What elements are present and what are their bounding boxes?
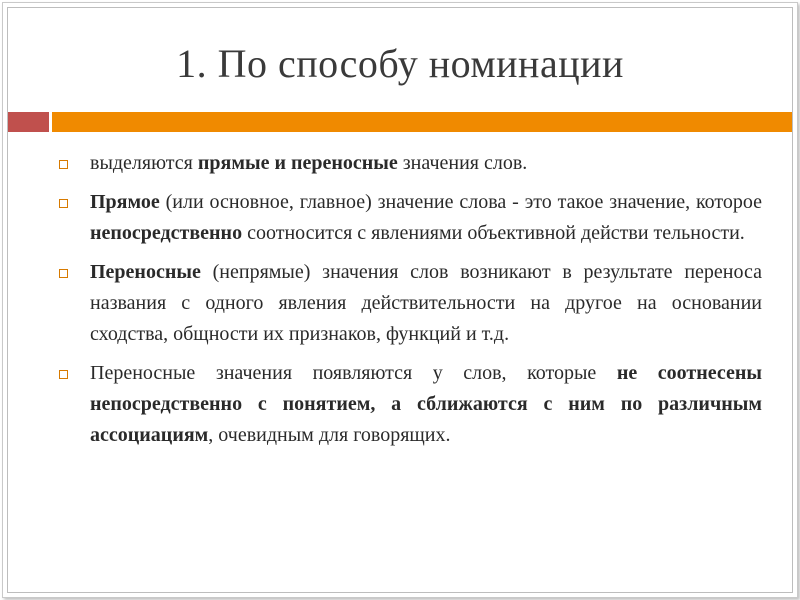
item-text	[90, 191, 762, 244]
square-bullet-icon	[59, 269, 68, 278]
square-bullet-icon	[59, 160, 68, 169]
accent-bar-red	[8, 112, 49, 132]
list-item	[56, 187, 762, 249]
square-bullet-icon	[59, 199, 68, 208]
item-segment: значения слов.	[397, 152, 528, 174]
item-segment-bold: Прямое	[90, 191, 160, 213]
item-segment-bold: Переносные	[90, 261, 201, 283]
list-item	[56, 148, 762, 179]
item-segment: Переносные значения появляются у слов, которые	[90, 362, 617, 384]
item-segment-bold: непосредственно	[90, 222, 243, 244]
item-text	[90, 362, 762, 446]
list-item	[56, 257, 762, 350]
item-segment: (или основное, главное) значение слова - это такое значение, которое	[159, 191, 762, 213]
item-text	[90, 261, 762, 345]
slide-title: 1. По способу номинации	[176, 41, 624, 86]
item-segment: , очевидным для говорящих.	[208, 424, 451, 446]
square-bullet-icon	[59, 370, 68, 379]
item-segment: соотносится с явлениями объективной действи тельности.	[242, 222, 745, 244]
list-item	[56, 358, 762, 451]
item-segment-bold: не соотнесены непосредственно с понятием, а сближаются с ним по различным ассоциациям	[90, 362, 762, 446]
item-segment: выделяются	[90, 152, 198, 174]
item-text	[90, 152, 527, 174]
bullet-list	[56, 148, 762, 459]
accent-bar-orange	[52, 112, 792, 132]
item-segment: (непрямые) значения слов возникают в результате переноса названия с одного явления действительности на другое на основании сходства, общности их признаков, функций и т.д.	[90, 261, 762, 345]
item-segment-bold: прямые и переносные	[197, 152, 398, 174]
